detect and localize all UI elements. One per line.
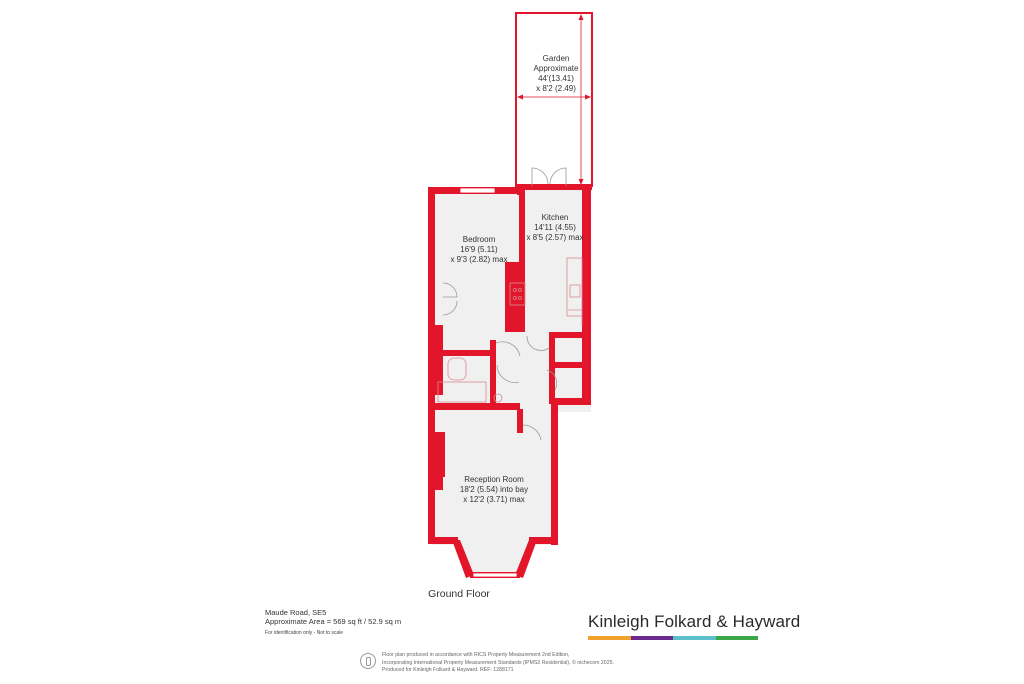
reception-dim2: x 12'2 (3.71) max — [463, 495, 525, 504]
stripe-green — [716, 636, 759, 640]
bedroom-dim2: x 9'3 (2.82) max — [450, 255, 508, 264]
kitchen-dim1: 14'11 (4.55) — [534, 223, 576, 232]
reception-name: Reception Room — [464, 475, 524, 484]
stripe-purple — [631, 636, 674, 640]
bedroom-dim1: 16'9 (5.11) — [460, 245, 498, 254]
garden-dim1: 44'(13.41) — [538, 74, 574, 83]
footer-line-3: Produced for Kinleigh Folkard & Hayward. REF: 1288171 — [382, 667, 514, 674]
label-reception — [460, 475, 528, 504]
label-garden — [534, 54, 579, 93]
brand-name: Kinleigh Folkard & Hayward — [588, 612, 801, 631]
floor-label: Ground Floor — [428, 588, 490, 600]
garden-approx: Approximate — [533, 64, 579, 73]
stripe-teal — [673, 636, 716, 640]
address-block — [265, 608, 401, 636]
kitchen-name: Kitchen — [541, 213, 569, 222]
disclaimer-line: For identification only - Not to scale — [265, 629, 344, 636]
footer-line-1: Floor plan produced in accordance with RICS Property Measurement 2nd Edition, — [382, 652, 570, 658]
garden-name: Garden — [542, 54, 570, 63]
kitchen-dim2: x 8'5 (2.57) max — [526, 233, 584, 242]
footer-line-2: Incorporating International Property Measurement Standards (IPMS2 Residential). © nichecom 2025. — [382, 659, 614, 666]
reception-dim1: 18'2 (5.54) into bay — [459, 485, 529, 494]
floor-fill — [431, 190, 591, 572]
area-line: Approximate Area = 569 sq ft / 52.9 sq m — [265, 617, 402, 627]
brand-stripe — [588, 636, 758, 640]
rics-logo-icon — [360, 653, 376, 669]
garden-dim2: x 8'2 (2.49) — [536, 84, 576, 93]
stripe-orange — [588, 636, 631, 640]
bedroom-name: Bedroom — [462, 235, 496, 244]
footer-notes — [382, 652, 614, 675]
garden-area — [516, 13, 592, 186]
address-line: Maude Road, SE5 — [265, 608, 327, 617]
